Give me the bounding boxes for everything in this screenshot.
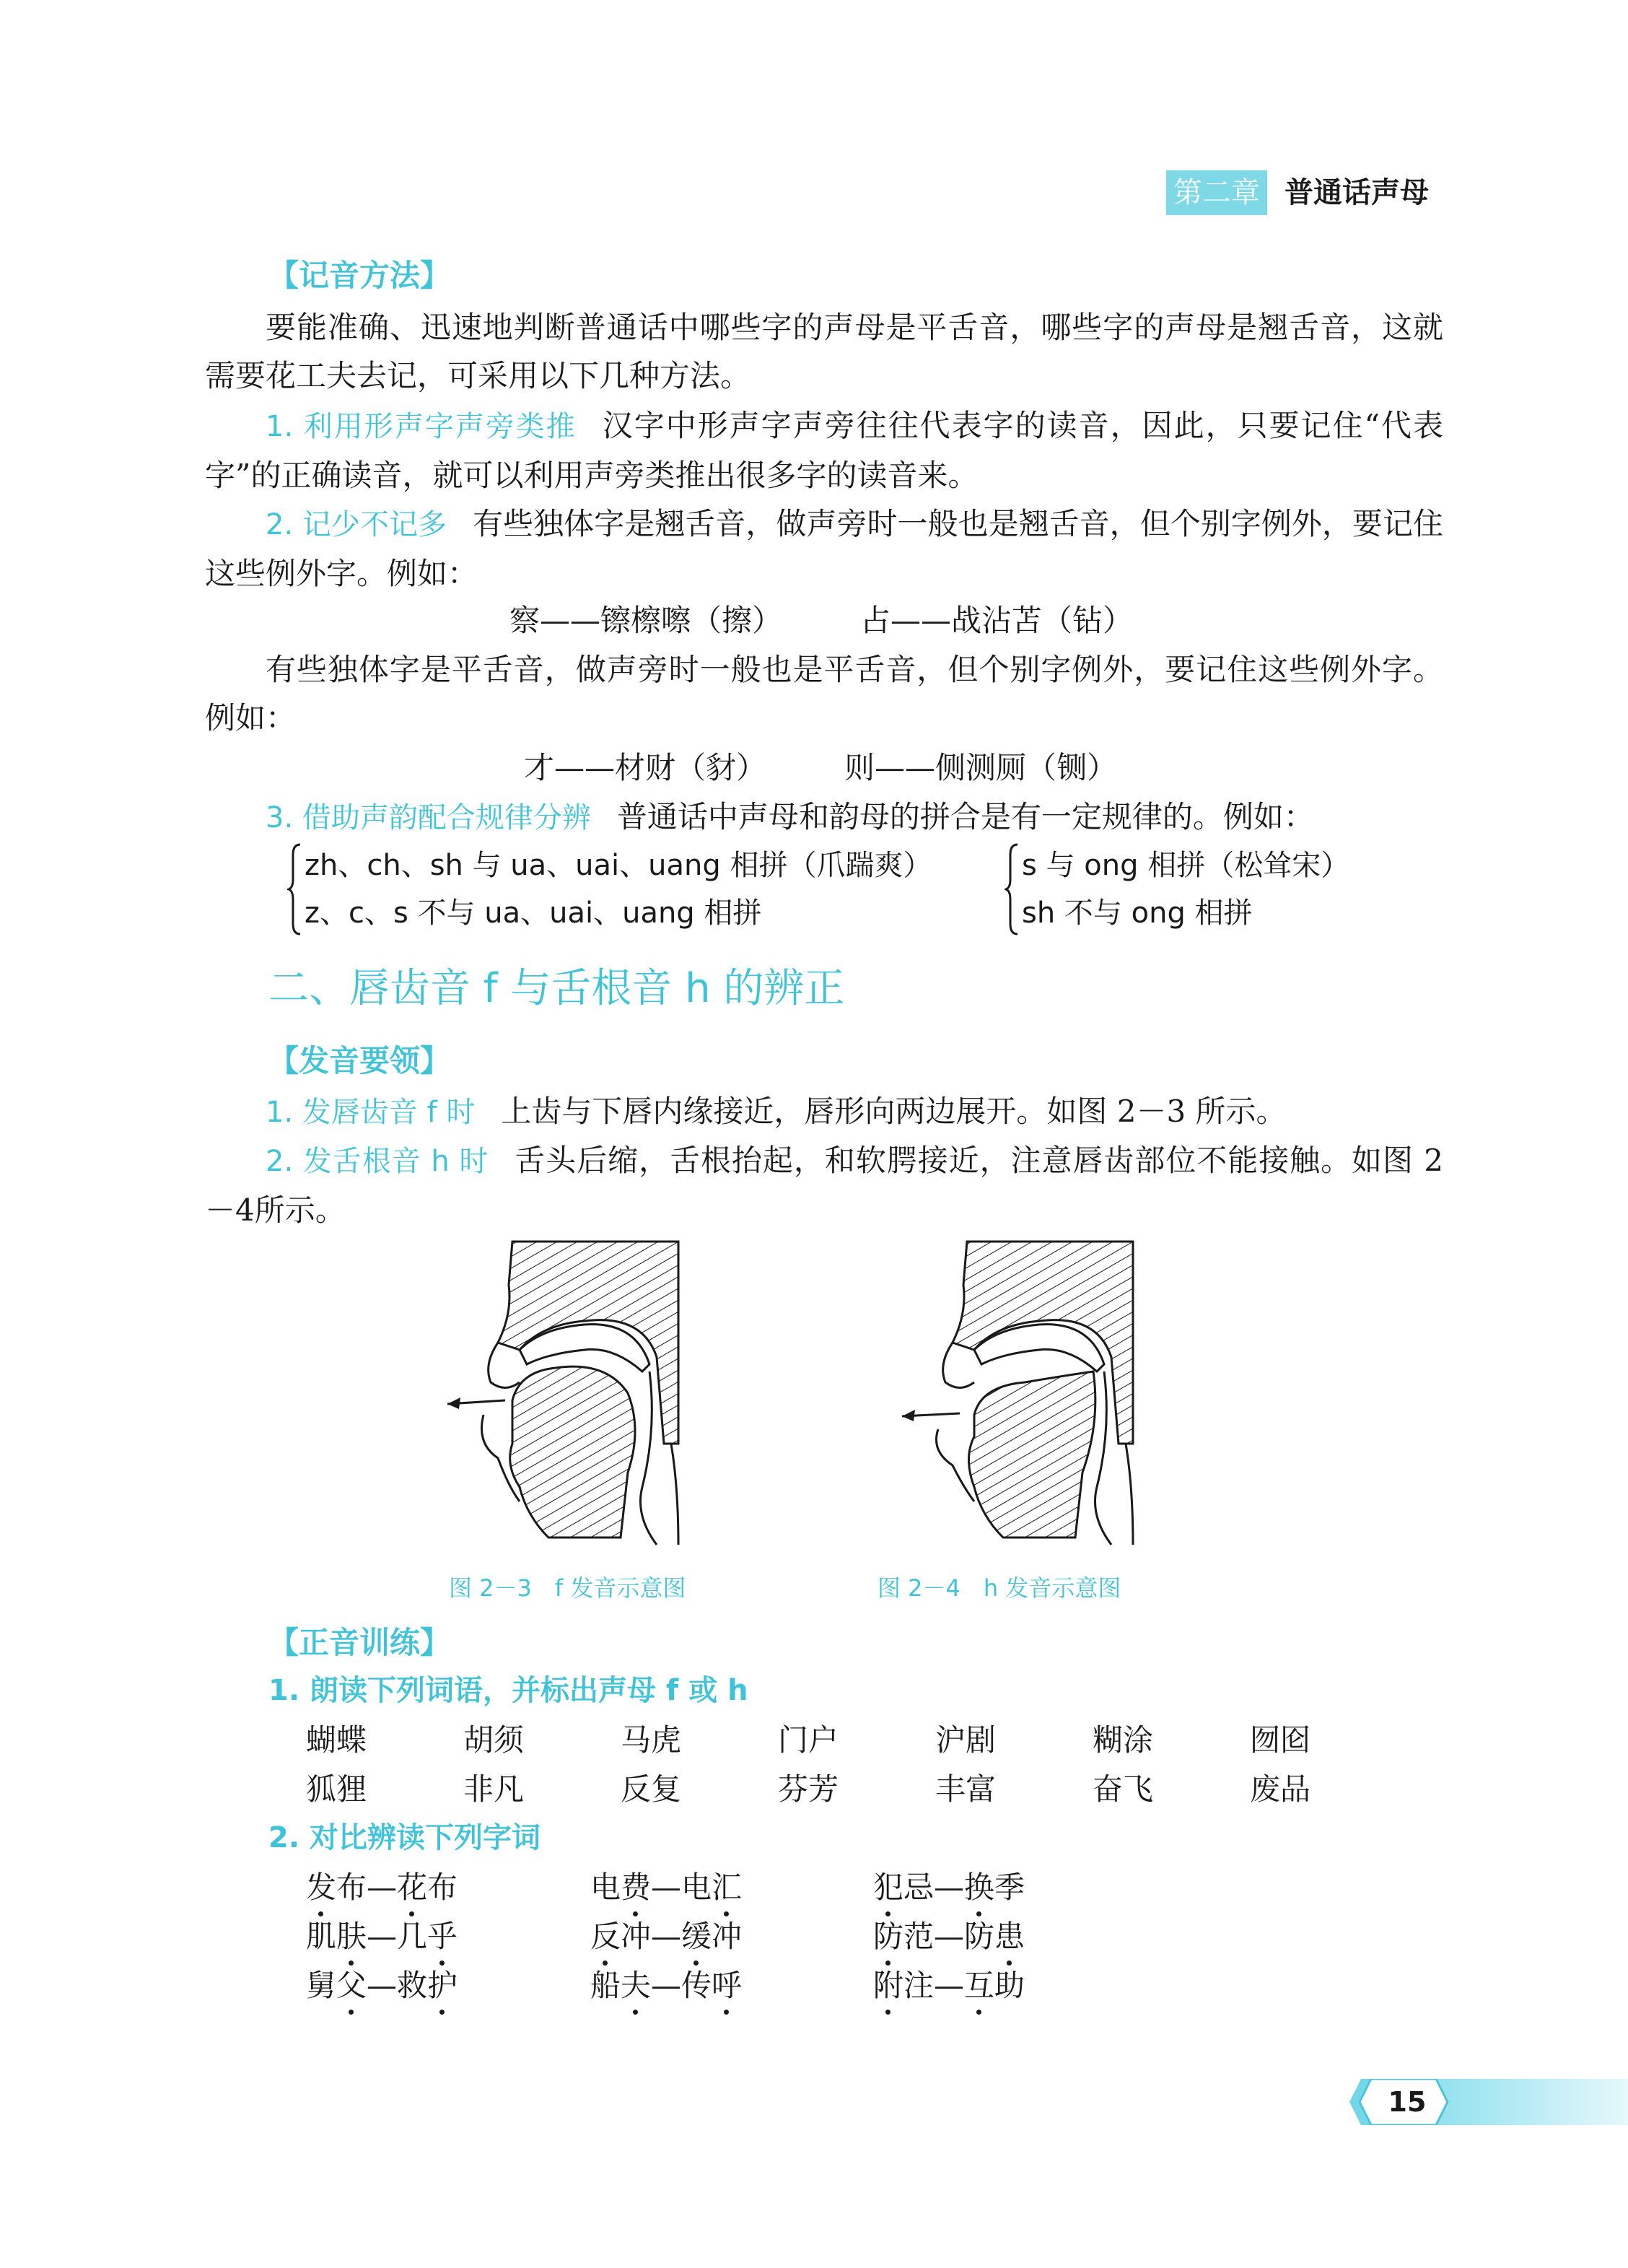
rule-group-right bbox=[1005, 842, 1437, 937]
example-2a: 才——材财（豺） bbox=[524, 750, 767, 785]
contrast-pair: 电费—电汇 bbox=[590, 1870, 743, 1905]
word: 糊涂 bbox=[1093, 1722, 1154, 1758]
emphasis-dot bbox=[439, 1960, 445, 1966]
page-number: 15 bbox=[1388, 2086, 1427, 2118]
emphasis-dot bbox=[885, 2010, 890, 2015]
practice-task-1: 1. 朗读下列词语，并标出声母 f 或 h bbox=[268, 1674, 748, 1707]
rule-right-1: s 与 ong 相拼（松耸宋） bbox=[1022, 849, 1350, 882]
word: 奋飞 bbox=[1093, 1771, 1154, 1807]
emphasis-dot bbox=[885, 1960, 890, 1966]
method-3 bbox=[205, 793, 1443, 842]
memory-intro: 要能准确、迅速地判断普通话中哪些字的声母是平舌音，哪些字的声母是翘舌音，这就需要花工夫去记，可采用以下几种方法。 bbox=[205, 310, 1443, 393]
method-2-text: 有些独体字是翘舌音，做声旁时一般也是翘舌音，但个别字例外，要记住这些例外字。例如： bbox=[205, 506, 1443, 591]
point-2-text: 舌头后缩，舌根抬起，和软腭接近，注意唇齿部位不能接触。如图 2－4所示。 bbox=[205, 1143, 1443, 1228]
example-1b: 占——战沾苫（钻） bbox=[860, 603, 1134, 638]
contrast-pair: 发布—花布 bbox=[306, 1870, 458, 1905]
method-3-lead: 3. 借助声韵配合规律分辨 bbox=[266, 801, 591, 834]
word: 反复 bbox=[621, 1771, 682, 1807]
method-2 bbox=[205, 500, 1443, 598]
figure-h-diagram bbox=[895, 1227, 1147, 1552]
emphasis-dot bbox=[318, 1911, 323, 1916]
method-1-text: 汉字中形声字声旁往往代表字的读音，因此，只要记住“代表字”的正确读音，就可以利用声旁类推出很多字的读音来。 bbox=[205, 408, 1443, 493]
rule-left-1: zh、ch、sh 与 ua、uai、uang 相拼（爪踹爽） bbox=[305, 849, 932, 882]
left-brace-icon bbox=[287, 842, 303, 937]
word: 蝴蝶 bbox=[306, 1722, 367, 1758]
right-brace-icon bbox=[1005, 842, 1020, 937]
emphasis-dot bbox=[439, 2010, 445, 2015]
emphasis-dot bbox=[409, 1911, 414, 1916]
memory-method-heading: 【记音方法】 bbox=[268, 258, 451, 293]
emphasis-dot bbox=[976, 2010, 981, 2015]
contrast-pair: 肌肤—几乎 bbox=[306, 1919, 458, 1954]
point-1-lead: 1. 发唇齿音 f 时 bbox=[266, 1096, 476, 1129]
word: 废品 bbox=[1250, 1771, 1311, 1807]
contrast-pair: 犯忌—换季 bbox=[873, 1870, 1025, 1905]
rule-left-2: z、c、s 不与 ua、uai、uang 相拼 bbox=[305, 897, 762, 930]
word: 马虎 bbox=[621, 1722, 682, 1758]
contrast-pair: 反冲—缓冲 bbox=[590, 1919, 743, 1954]
emphasis-dot bbox=[603, 1960, 608, 1966]
word: 芬芳 bbox=[778, 1771, 839, 1807]
word: 非凡 bbox=[463, 1771, 525, 1807]
contrast-pair: 附注—互助 bbox=[873, 1968, 1025, 2003]
practice-task-2: 2. 对比辨读下列字词 bbox=[268, 1821, 541, 1854]
figure-f-caption: 图 2－3 f 发音示意图 bbox=[449, 1574, 686, 1602]
emphasis-dot bbox=[633, 2010, 638, 2015]
word: 门户 bbox=[778, 1722, 839, 1758]
figure-f-diagram bbox=[440, 1227, 693, 1552]
figure-h-caption: 图 2－4 h 发音示意图 bbox=[878, 1574, 1121, 1602]
rule-right-2: sh 不与 ong 相拼 bbox=[1022, 897, 1253, 930]
chapter-tag: 第二章 bbox=[1166, 170, 1267, 215]
emphasis-dot bbox=[349, 2010, 354, 2015]
method-2-lead: 2. 记少不记多 bbox=[266, 508, 447, 541]
word: 囫囵 bbox=[1250, 1722, 1311, 1758]
method-1 bbox=[205, 401, 1443, 500]
example-1a: 察——镲檫嚓（擦） bbox=[509, 603, 783, 638]
emphasis-dot bbox=[633, 1911, 638, 1916]
emphasis-dot bbox=[693, 1960, 699, 1966]
section-2-title: 二、唇齿音 f 与舌根音 h 的辨正 bbox=[268, 965, 845, 1012]
rule-group-left bbox=[287, 842, 937, 937]
chapter-title: 普通话声母 bbox=[1285, 176, 1429, 209]
contrast-pair: 防范—防患 bbox=[873, 1919, 1025, 1954]
practice-heading: 【正音训练】 bbox=[268, 1625, 451, 1660]
example-2b: 则——侧测厕（铡） bbox=[844, 750, 1118, 785]
emphasis-dot bbox=[976, 1911, 981, 1916]
word: 胡须 bbox=[463, 1722, 525, 1758]
emphasis-dot bbox=[349, 1960, 354, 1966]
point-1 bbox=[205, 1087, 1443, 1137]
pronunciation-heading: 【发音要领】 bbox=[268, 1043, 451, 1078]
word: 沪剧 bbox=[935, 1722, 997, 1758]
point-1-text: 上齿与下唇内缘接近，唇形向两边展开。如图 2－3 所示。 bbox=[501, 1094, 1287, 1129]
contrast-pair: 船夫—传呼 bbox=[590, 1968, 743, 2003]
method-1-lead: 1. 利用形声字声旁类推 bbox=[266, 410, 577, 443]
word: 丰富 bbox=[935, 1771, 997, 1807]
emphasis-dot bbox=[1007, 1960, 1012, 1966]
point-2-lead: 2. 发舌根音 h 时 bbox=[266, 1145, 489, 1178]
method-2-text2: 有些独体字是平舌音，做声旁时一般也是平舌音，但个别字例外，要记住这些例外字。例如： bbox=[205, 652, 1443, 736]
emphasis-dot bbox=[724, 1911, 729, 1916]
emphasis-dot bbox=[724, 2010, 729, 2015]
method-3-text: 普通话中声母和韵母的拼合是有一定规律的。例如： bbox=[616, 799, 1314, 834]
word: 狐狸 bbox=[306, 1771, 367, 1807]
contrast-pair: 舅父—救护 bbox=[306, 1968, 458, 2003]
emphasis-dot bbox=[885, 1911, 890, 1916]
point-2 bbox=[205, 1136, 1443, 1234]
